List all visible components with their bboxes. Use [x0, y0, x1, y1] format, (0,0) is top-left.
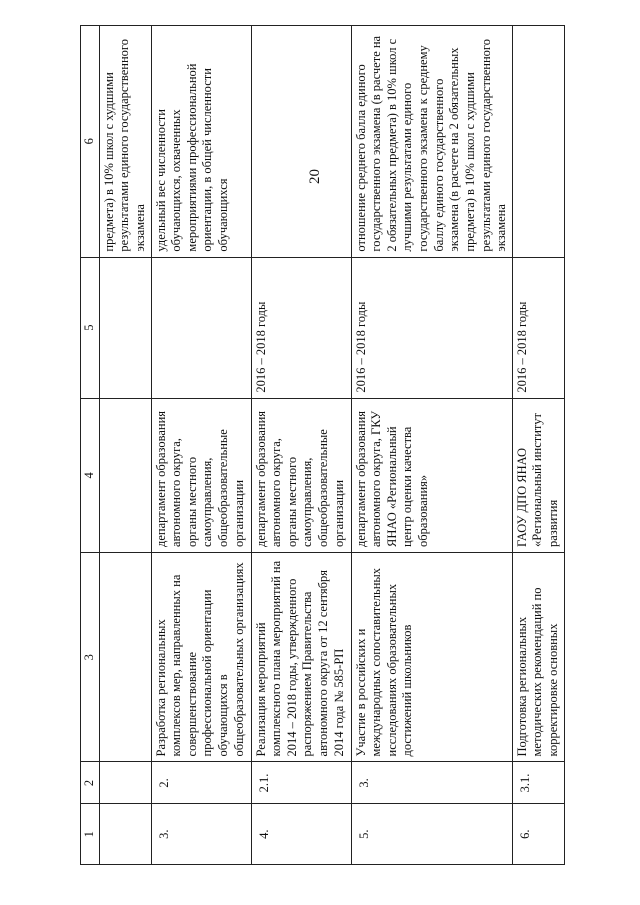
table-row — [251, 26, 351, 865]
indicator-cell: отношение среднего балла единого государственного экзамена (в расчете на 2 обязательных предмета) в 10% школ с лучшими результатами единого государственного экзамена к среднему баллу единого государственного экзамена (в расчете на 2 обязательных предмета) в 10% школ с худшими результатами единого государственного экзамена — [351, 26, 512, 258]
responsible-cell: департамент образования автономного округа, органы местного самоуправления, общеобразовательные организации — [151, 398, 251, 552]
item-number-cell: 2.1. — [251, 762, 351, 804]
header-cell-4: 4 — [81, 398, 100, 552]
header-row — [81, 26, 100, 865]
responsible-cell — [99, 398, 151, 552]
table-row — [351, 26, 512, 865]
item-number-cell — [99, 762, 151, 804]
header-cell-1: 1 — [81, 804, 100, 865]
period-cell — [99, 257, 151, 398]
measure-cell: Разработка региональных комплексов мер, направленных на совершенствование профессиональной ориентации обучающихся в общеобразовательных организациях — [151, 553, 251, 762]
header-cell-2: 2 — [81, 762, 100, 804]
table-row — [151, 26, 251, 865]
row-number-cell: 4. — [251, 804, 351, 865]
measure-cell: Реализация мероприятий комплексного плана мероприятий на 2014 – 2018 годы, утвержденного распоряжением Правительства автономного округа от 12 сентября 2014 года № 585-РП — [251, 553, 351, 762]
measure-cell: Подготовка региональных методических рекомендаций по корректировке основных — [512, 553, 564, 762]
period-cell — [151, 257, 251, 398]
table-row — [99, 26, 151, 865]
period-cell: 2016 – 2018 годы — [351, 257, 512, 398]
item-number-cell: 3. — [351, 762, 512, 804]
indicator-cell: удельный вес численности обучающихся, охваченных мероприятиями профессиональной ориентации, в общей численности обучающихся — [151, 26, 251, 258]
period-cell: 2016 – 2018 годы — [512, 257, 564, 398]
item-number-cell: 3.1. — [512, 762, 564, 804]
measure-cell: Участие в российских и международных сопоставительных исследованиях образовательных достижений школьников — [351, 553, 512, 762]
measure-cell — [99, 553, 151, 762]
responsible-cell: департамент образования автономного округа, ГКУ ЯНАО «Региональный центр оценки качества образования» — [351, 398, 512, 552]
page-number: 20 — [307, 169, 323, 184]
header-cell-6: 6 — [81, 26, 100, 258]
measures-table — [80, 25, 565, 865]
header-cell-5: 5 — [81, 257, 100, 398]
row-number-cell: 6. — [512, 804, 564, 865]
indicator-cell: предмета) в 10% школ с худшими результатами единого государственного экзамена — [99, 26, 151, 258]
header-cell-3: 3 — [81, 553, 100, 762]
row-number-cell — [99, 804, 151, 865]
rotated-table-frame — [80, 25, 560, 865]
row-number-cell: 3. — [151, 804, 251, 865]
period-cell: 2016 – 2018 годы — [251, 257, 351, 398]
table-row — [512, 26, 564, 865]
item-number-cell: 2. — [151, 762, 251, 804]
responsible-cell: ГАОУ ДПО ЯНАО «Региональный институт развития — [512, 398, 564, 552]
indicator-cell — [512, 26, 564, 258]
responsible-cell: департамент образования автономного округа, органы местного самоуправления, общеобразовательные организации — [251, 398, 351, 552]
row-number-cell: 5. — [351, 804, 512, 865]
indicator-cell — [251, 26, 351, 258]
